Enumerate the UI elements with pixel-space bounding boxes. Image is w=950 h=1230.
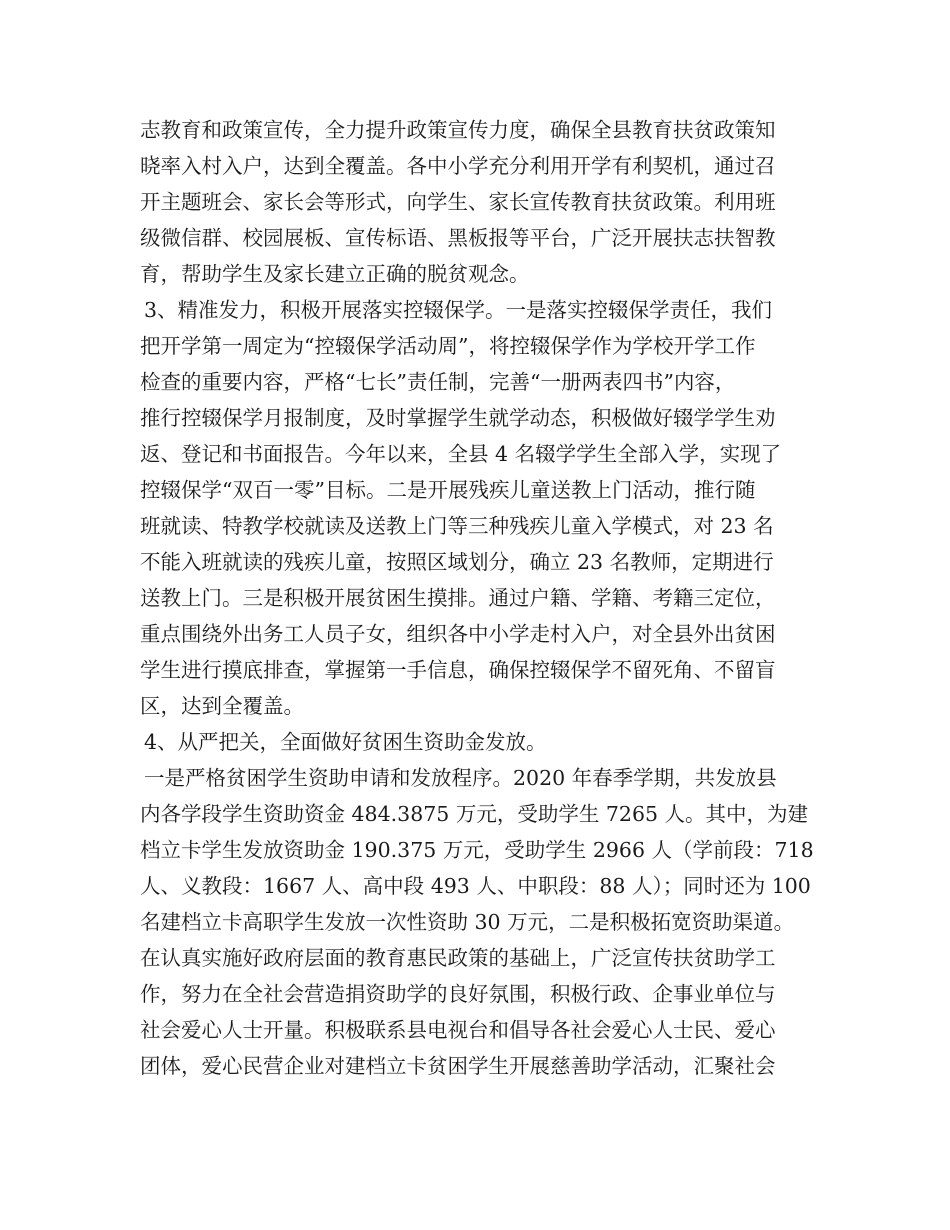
text-line: 作，努力在全社会营造捐资助学的良好氛围，积极行政、企事业单位与 [140,982,776,1006]
text-line: 志教育和政策宣传，全力提升政策宣传力度，确保全县教育扶贫政策知 [140,118,776,142]
text-line: 返、登记和书面报告。今年以来，全县 4 名辍学学生全部入学，实现了 [140,442,782,466]
text-line: 一是严格贫困学生资助申请和发放程序。2020 年春季学期，共发放县 [144,766,777,790]
text-line: 推行控辍保学月报制度，及时掌握学生就学动态，积极做好辍学学生劝 [140,406,776,430]
text-line: 3、精准发力，积极开展落实控辍保学。一是落实控辍保学责任，我们 [144,298,773,322]
text-line: 班就读、特教学校就读及送教上门等三种残疾儿童入学模式，对 23 名 [140,514,774,538]
text-line: 在认真实施好政府层面的教育惠民政策的基础上，广泛宣传扶贫助学工 [140,946,776,970]
text-line: 档立卡学生发放资助金 190.375 万元，受助学生 2966 人（学前段：718 [140,838,814,862]
text-line: 把开学第一周定为“控辍保学活动周”，将控辍保学作为学校开学工作 [140,334,756,358]
text-line: 团体，爱心民营企业对建档立卡贫困学生开展慈善助学活动，汇聚社会 [140,1054,776,1078]
text-line: 晓率入村入户，达到全覆盖。各中小学充分利用开学有利契机，通过召 [140,154,776,178]
text-line: 送教上门。三是积极开展贫困生摸排。通过户籍、学籍、考籍三定位， [140,586,776,610]
text-line: 重点围绕外出务工人员子女，组织各中小学走村入户，对全县外出贫困 [140,622,776,646]
text-line: 人、义教段：1667 人、高中段 493 人、中职段：88 人）；同时还为 100 [140,874,811,898]
text-line: 开主题班会、家长会等形式，向学生、家长宣传教育扶贫政策。利用班 [140,190,776,214]
text-line: 社会爱心人士开量。积极联系县电视台和倡导各社会爱心人士民、爱心 [140,1018,776,1042]
text-line: 内各学段学生资助资金 484.3875 万元，受助学生 7265 人。其中，为建 [140,802,809,826]
text-line: 检查的重要内容，严格“七长”责任制，完善“一册两表四书”内容， [140,370,736,394]
document-body [140,112,830,1084]
text-line: 育，帮助学生及家长建立正确的脱贫观念。 [140,262,530,286]
text-line: 区，达到全覆盖。 [140,694,304,718]
text-line: 4、从严把关，全面做好贫困生资助金发放。 [144,730,547,754]
text-line: 控辍保学“双百一零”目标。二是开展残疾儿童送教上门活动，推行随 [140,478,756,502]
text-line: 名建档立卡高职学生发放一次性资助 30 万元，二是积极拓宽资助渠道。 [140,910,795,934]
text-line: 不能入班就读的残疾儿童，按照区域划分，确立 23 名教师，定期进行 [140,550,774,574]
text-line: 学生进行摸底排查，掌握第一手信息，确保控辍保学不留死角、不留盲 [140,658,776,682]
text-line: 级微信群、校园展板、宣传标语、黑板报等平台，广泛开展扶志扶智教 [140,226,776,250]
